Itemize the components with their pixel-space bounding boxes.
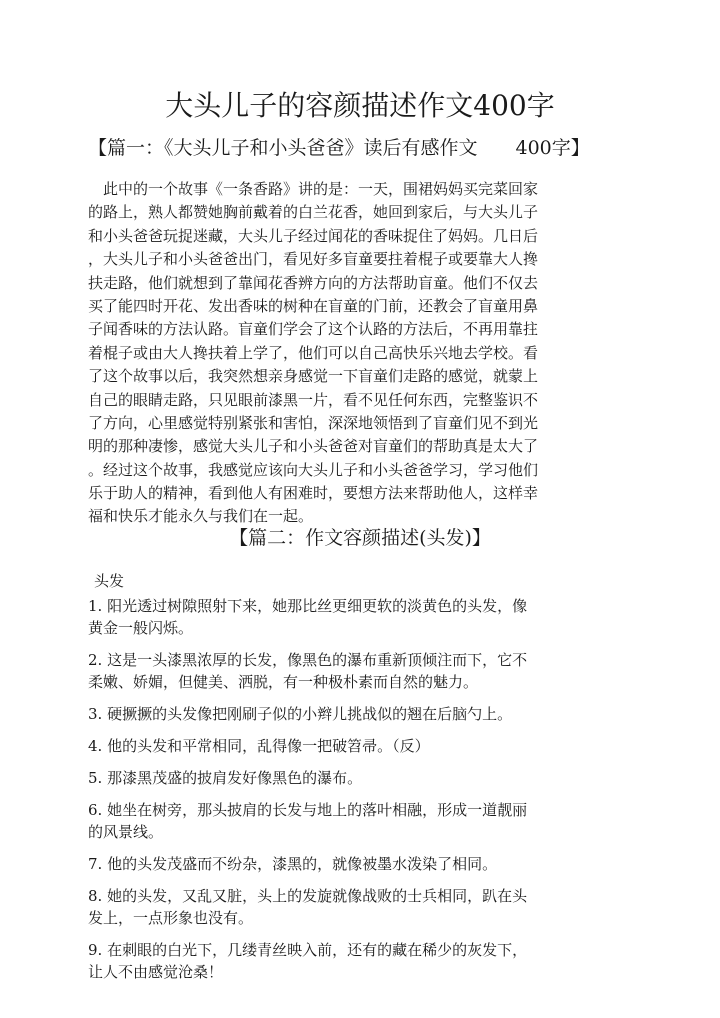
list-item-line: 3. 硬撅撅的头发像把刚刷子似的小辫儿挑战似的翘在后脑勺上。	[88, 705, 513, 723]
list-item-line: 发上，一点形象也没有。	[88, 909, 254, 927]
paragraph-line: 买了能四时开花、发出香味的树种在盲童的门前，还教会了盲童用鼻	[88, 296, 539, 315]
list-item-line: 黄金一般闪烁。	[88, 619, 194, 637]
paragraph-line: 了方向，心里感觉特别紧张和害怕，深深地领悟到了盲童们见不到光	[88, 413, 539, 432]
paragraph-line: 。经过这个故事，我感觉应该向大头儿子和小头爸爸学习，学习他们	[88, 460, 539, 479]
paragraph-line: 此中的一个故事《一条香路》讲的是：一天，围裙妈妈买完菜回家	[88, 180, 539, 198]
paragraph-line: 明的那种凄惨，感觉大头儿子和小头爸爸对盲童们的帮助真是太大了	[88, 437, 539, 456]
paragraph-line: 扶走路，他们就想到了靠闻花香辨方向的方法帮助盲童。他们不仅去	[88, 273, 539, 292]
list-item	[88, 853, 598, 875]
list-item-line: 1. 阳光透过树隙照射下来，她那比丝更细更软的淡黄色的头发，像	[88, 597, 528, 615]
list-item	[88, 939, 598, 983]
paragraph-line: ，大头儿子和小头爸爸出门，看见好多盲童要拄着棍子或要靠大人搀	[88, 250, 539, 269]
list-item-line: 柔嫩、娇媚，但健美、洒脱，有一种极朴素而自然的魅力。	[88, 673, 479, 691]
paragraph-line: 乐于助人的精神，看到他人有困难时，要想方法来帮助他人，这样幸	[88, 484, 539, 503]
list-item-line: 5. 那漆黑茂盛的披肩发好像黑色的瀑布。	[88, 769, 363, 787]
section1-heading: 【篇一：《大头儿子和小头爸爸》读后有感作文 400字】	[88, 137, 590, 159]
list-item-line: 7. 他的头发茂盛而不纷杂，漆黑的，就像被墨水泼染了相同。	[88, 855, 498, 873]
paragraph-line: 子闻香味的方法认路。盲童们学会了这个认路的方法后，不再用靠拄	[88, 320, 539, 339]
paragraph-line: 和小头爸爸玩捉迷藏，大头儿子经过闻花的香味捉住了妈妈。几日后	[88, 226, 539, 245]
list-item-line: 的风景线。	[88, 823, 164, 841]
list-item	[88, 649, 598, 693]
list-item	[88, 595, 598, 639]
section2-heading: 【篇二：作文容颜描述(头发)】	[229, 527, 491, 549]
hair-description-list	[88, 595, 598, 993]
list-item	[88, 735, 598, 757]
section1-paragraph	[88, 178, 588, 529]
list-item	[88, 885, 598, 929]
list-item-line: 9. 在刺眼的白光下，几缕青丝映入前，还有的藏在稀少的灰发下，	[88, 941, 528, 959]
paragraph-line: 自己的眼睛走路，只见眼前漆黑一片，看不见任何东西，完整鉴识不	[88, 390, 539, 409]
list-item	[88, 799, 598, 843]
paragraph-line: 的路上，熟人都赞她胸前戴着的白兰花香，她回到家后，与大头儿子	[88, 203, 539, 222]
paragraph-line: 福和快乐才能永久与我们在一起。	[88, 507, 314, 526]
section2-label: 头发	[94, 572, 125, 590]
paragraph-line: 着棍子或由大人搀扶着上学了，他们可以自己高快乐兴地去学校。看	[88, 343, 539, 362]
list-item	[88, 703, 598, 725]
list-item	[88, 767, 598, 789]
list-item-line: 4. 他的头发和平常相同，乱得像一把破笤帚。（反）	[88, 737, 430, 755]
list-item-line: 8. 她的头发，又乱又脏，头上的发旋就像战败的士兵相同，趴在头	[88, 887, 528, 905]
list-item-line: 6. 她坐在树旁，那头披肩的长发与地上的落叶相融，形成一道靓丽	[88, 801, 528, 819]
document-title: 大头儿子的容颜描述作文400字	[165, 89, 555, 122]
list-item-line: 让人不由感觉沧桑！	[88, 963, 224, 981]
list-item-line: 2. 这是一头漆黑浓厚的长发，像黑色的瀑布重新顶倾注而下，它不	[88, 651, 528, 669]
paragraph-line: 了这个故事以后，我突然想亲身感觉一下盲童们走路的感觉，就蒙上	[88, 367, 539, 386]
